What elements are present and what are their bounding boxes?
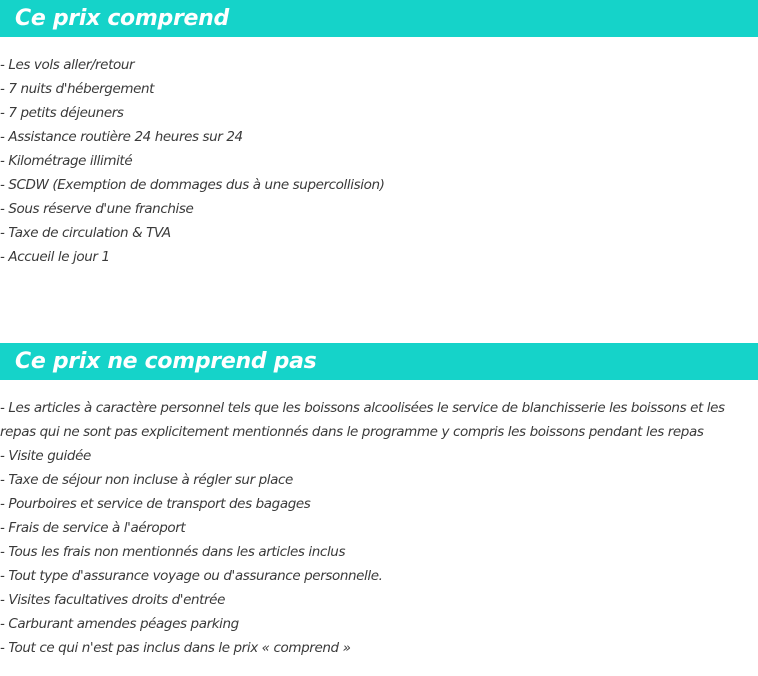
includes-list-item: - Accueil le jour 1 <box>0 249 110 265</box>
excludes-list-item: - Tous les frais non mentionnés dans les articles inclus <box>0 544 346 560</box>
includes-list-item: - Kilométrage illimité <box>0 153 133 169</box>
includes-list-item: - Assistance routière 24 heures sur 24 <box>0 129 243 145</box>
excludes-title: Ce prix ne comprend pas <box>15 349 317 374</box>
includes-list-item: - Sous réserve d'une franchise <box>0 201 194 217</box>
excludes-list-item: - Tout type d'assurance voyage ou d'assurance personnelle. <box>0 568 383 584</box>
excludes-list-item: - Visites facultatives droits d'entrée <box>0 592 225 608</box>
excludes-section-header <box>0 343 758 380</box>
includes-list-item: - SCDW (Exemption de dommages dus à une supercollision) <box>0 177 385 193</box>
excludes-list-item: - Les articles à caractère personnel tels que les boissons alcoolisées le service de blanchisserie les boissons et les repas qui ne sont pas explicitement mentionnés dans le programme y compris les boissons pendant les repas <box>0 400 725 440</box>
excludes-list-item: - Carburant amendes péages parking <box>0 616 239 632</box>
includes-list-item: - 7 nuits d'hébergement <box>0 81 155 97</box>
includes-list <box>0 53 758 269</box>
excludes-list-item: - Tout ce qui n'est pas inclus dans le prix « comprend » <box>0 640 351 656</box>
includes-list-item: - Taxe de circulation & TVA <box>0 225 171 241</box>
excludes-list-item: - Taxe de séjour non incluse à régler sur place <box>0 472 293 488</box>
includes-title: Ce prix comprend <box>15 6 229 31</box>
excludes-list-item: - Visite guidée <box>0 448 91 464</box>
includes-list-item: - Les vols aller/retour <box>0 57 135 73</box>
excludes-list <box>0 396 758 660</box>
excludes-list-item: - Pourboires et service de transport des bagages <box>0 496 311 512</box>
includes-section-header <box>0 0 758 37</box>
includes-list-item: - 7 petits déjeuners <box>0 105 124 121</box>
excludes-list-item: - Frais de service à l'aéroport <box>0 520 186 536</box>
